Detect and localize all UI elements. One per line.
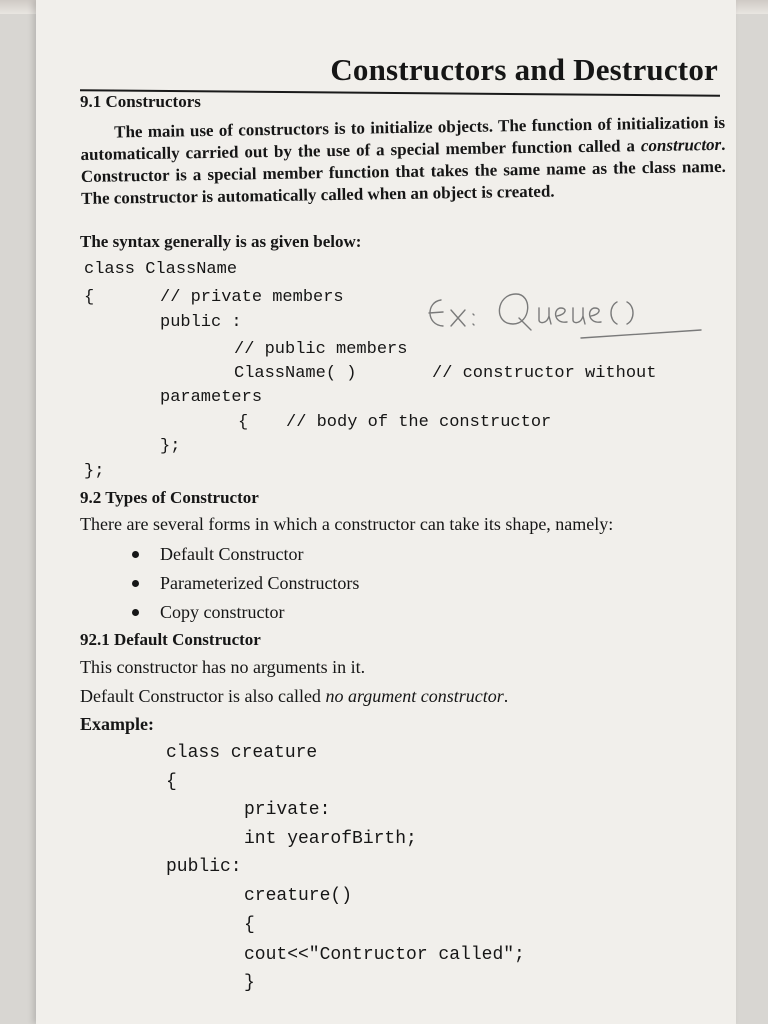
book-page: [36, 0, 736, 1024]
line2-prefix: Default Constructor is also called: [80, 686, 326, 706]
para-line-5: when an object is created.: [367, 181, 555, 204]
code-line: // body of the constructor: [286, 413, 552, 432]
code-line: private:: [244, 800, 331, 820]
list-item: Parameterized Constructors: [80, 569, 725, 598]
line2-italic: no argument constructor: [325, 686, 504, 706]
code-line: class creature: [166, 743, 318, 763]
para-line-3b: . Constructor is a special member function that: [80, 134, 726, 186]
code-line: public :: [160, 313, 242, 332]
syntax-intro: The syntax generally is as given below:: [80, 232, 362, 251]
code-line: }: [244, 973, 255, 993]
code-line: };: [84, 462, 105, 481]
handwritten-note: [421, 280, 721, 340]
para-line-3-italic: constructor: [640, 134, 722, 156]
code-line: {: [84, 288, 95, 307]
code-line: parameters: [160, 388, 263, 407]
default-ctor-line-1: This constructor has no arguments in it.: [80, 657, 366, 677]
code-line: {: [166, 772, 177, 792]
default-ctor-line-2: [80, 686, 725, 707]
code-line: ClassName( ): [234, 364, 357, 383]
para-line-3a: function called a: [511, 136, 642, 158]
para-line-1: The main use of constructors is to initialize objects. The function of: [114, 114, 612, 142]
chapter-title: Constructors and Destructor: [330, 52, 718, 87]
code-line: creature(): [244, 886, 353, 906]
example-label: Example:: [80, 714, 154, 734]
para-line-2: initialization is automatically carried out by the use of a special member: [80, 112, 726, 164]
code-line: cout<<"Contructor called";: [244, 945, 525, 965]
section-9-2-intro: There are several forms in which a constructor can take its shape, namely:: [80, 514, 614, 534]
line2-suffix: .: [503, 686, 509, 706]
code-line: class ClassName: [84, 260, 238, 279]
code-line: {: [244, 915, 255, 935]
code-line: public:: [166, 857, 242, 877]
constructor-types-list: [80, 540, 725, 627]
section-9-1-paragraph: [80, 112, 726, 210]
code-line: int yearofBirth;: [244, 829, 417, 849]
code-line: // public members: [234, 340, 408, 359]
code-line: // constructor without: [432, 364, 657, 383]
section-9-1-heading: 9.1 Constructors: [80, 92, 201, 111]
section-9-2-heading: 9.2 Types of Constructor: [80, 488, 259, 507]
code-line: // private members: [160, 288, 344, 307]
list-item: Copy constructor: [80, 598, 725, 627]
code-line: {: [238, 413, 249, 432]
section-9-2-1-heading: 92.1 Default Constructor: [80, 630, 261, 649]
handwritten-note-text: Ex: Queue(): [421, 280, 426, 281]
list-item: Default Constructor: [80, 540, 725, 569]
code-line: };: [160, 437, 181, 456]
para-line-4: takes the same name as the class name. The constructor is automatically called: [81, 156, 726, 208]
